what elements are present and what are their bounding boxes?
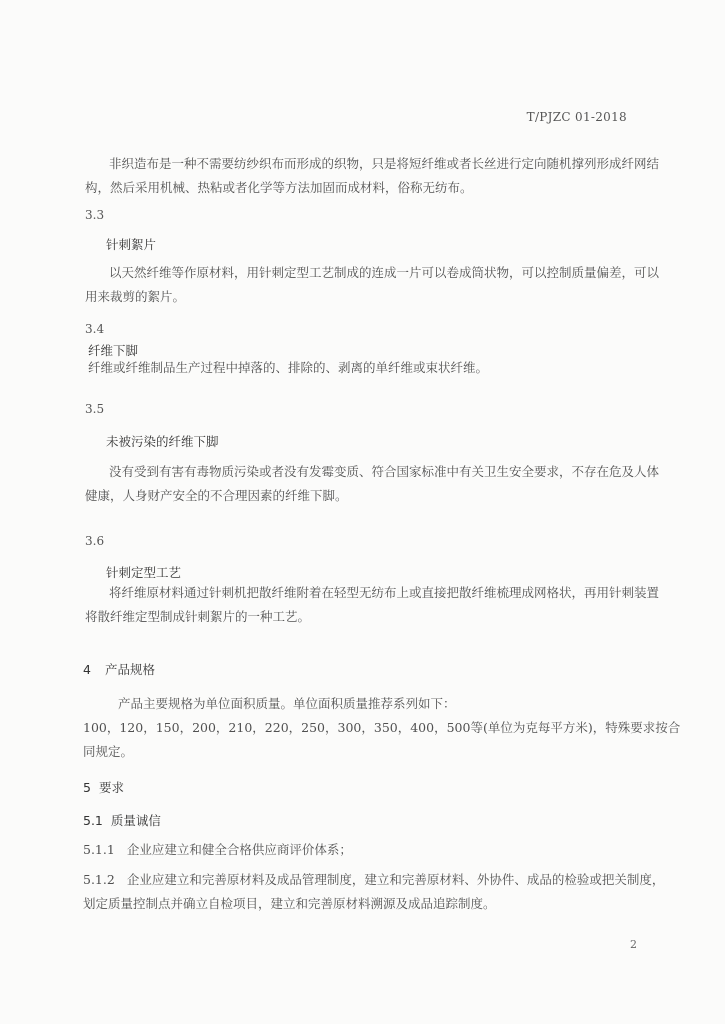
term-title: 未被污染的纤维下脚 — [106, 434, 219, 449]
term-title: 纤维下脚 — [88, 343, 139, 358]
subsection-heading — [83, 811, 161, 829]
spec-line: 产品主要规格为单位面积质量。单位面积质量推荐系列如下： — [118, 696, 456, 711]
chapter-number: 5 — [83, 780, 91, 795]
section-number: 3.5 — [85, 402, 105, 416]
clause-text: 企业应建立和健全合格供应商评价体系； — [126, 842, 352, 857]
term-title: 针刺定型工艺 — [106, 565, 182, 580]
section-number: 3.3 — [85, 208, 105, 222]
chapter-heading — [83, 778, 124, 796]
chapter-title: 产品规格 — [104, 662, 155, 677]
term-definition: 将纤维原材料通过针刺机把散纤维附着在轻型无纺布上或直接把散纤维梳理成网格状，再用针刺装置将散纤维定型制成针刺絮片的一种工艺。 — [85, 585, 660, 624]
subsection-number: 5.1 — [83, 813, 103, 828]
chapter-heading — [83, 660, 155, 678]
term-title: 针刺絮片 — [106, 237, 157, 252]
term-definition: 纤维或纤维制品生产过程中掉落的、排除的、剥离的单纤维或束状纤维。 — [88, 360, 489, 375]
clause-item — [83, 868, 673, 916]
term-definition: 没有受到有害有毒物质污染或者没有发霉变质、符合国家标准中有关卫生安全要求，不存在危及人体健康，人身财产安全的不合理因素的纤维下脚。 — [85, 464, 660, 503]
section-number: 3.4 — [85, 322, 105, 336]
intro-paragraph: 非织造布是一种不需要纺纱织布而形成的织物，只是将短纤维或者长丝进行定向随机撑列形成纤网结构，然后采用机械、热粘或者化学等方法加固而成材料，俗称无纺布。 — [85, 156, 660, 195]
chapter-title: 要求 — [98, 780, 124, 795]
spec-series: 100，120，150，200，210，220，250，300，350，400，500等(单位为克每平方米)，特殊要求按合同规定。 — [83, 720, 681, 759]
subsection-title: 质量诚信 — [110, 813, 161, 828]
chapter-number: 4 — [83, 662, 91, 677]
clause-number: 5.1.2 — [83, 872, 115, 887]
clause-number: 5.1.1 — [83, 842, 115, 857]
section-number: 3.6 — [85, 534, 105, 548]
term-definition: 以天然纤维等作原材料，用针刺定型工艺制成的连成一片可以卷成筒状物，可以控制质量偏差，可以用来裁剪的絮片。 — [85, 265, 660, 304]
clause-item — [83, 838, 673, 862]
page-number: 2 — [630, 938, 637, 951]
clause-text: 企业应建立和完善原材料及成品管理制度，建立和完善原材料、外协件、成品的检验或把关制度，划定质量控制点并确立自检项目，建立和完善原材料溯源及成品追踪制度。 — [83, 872, 665, 911]
standard-code: T/PJZC 01-2018 — [526, 110, 627, 124]
